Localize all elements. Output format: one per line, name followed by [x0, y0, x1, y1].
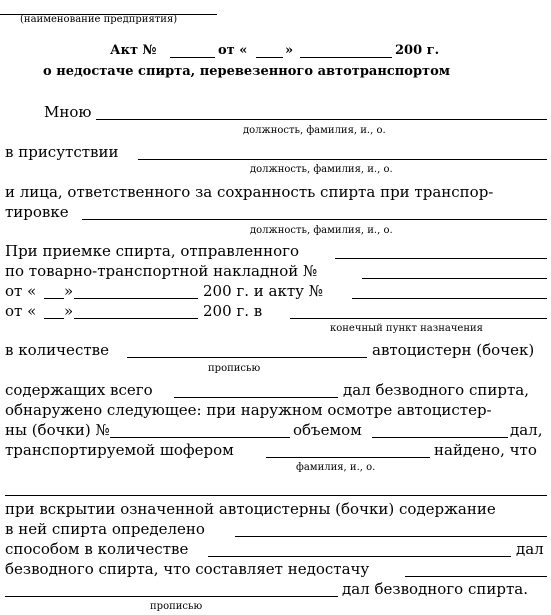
full-blank-line: [5, 495, 547, 496]
method-quantity-line: [208, 556, 511, 557]
act-title-no: Акт №: [110, 43, 157, 58]
year-to-label: 200 г. в: [203, 302, 263, 320]
caption-position-2: должность, фамилия, и., о.: [250, 164, 393, 175]
shortage-line: [405, 576, 547, 577]
caption-destination: конечный пункт назначения: [330, 323, 483, 334]
responsible-line-1: и лица, ответственного за сохранность спирта при транспор-: [5, 183, 494, 201]
from-q-1: от «: [5, 282, 37, 300]
act-day-line: [256, 57, 283, 58]
total-dal-line: [174, 397, 338, 398]
sender-line: [335, 258, 547, 259]
act-subtitle: о недостаче спирта, перевезенного автотранспортом: [43, 64, 451, 79]
found-that-label: найдено, что: [434, 441, 537, 459]
q-close-1: »: [64, 282, 74, 300]
receipt-label: При приемке спирта, отправленного: [5, 242, 300, 260]
quantity-line: [127, 357, 367, 358]
destination-line: [290, 318, 547, 319]
dal-anhydrous-label: дал безводного спирта,: [343, 381, 529, 399]
found-line-2a: ны (бочки) №: [5, 421, 110, 439]
containing-label: содержащих всего: [5, 381, 153, 399]
year-act-label: 200 г. и акту №: [203, 282, 323, 300]
volume-line: [372, 437, 508, 438]
act-number-line: [170, 57, 215, 58]
waybill-label: по товарно-транспортной накладной №: [5, 262, 318, 280]
driven-label: транспортируемой шофером: [5, 441, 234, 459]
method-label: способом в количестве: [5, 540, 189, 558]
from-q-2: от «: [5, 302, 37, 320]
enterprise-caption: (наименование предприятия): [20, 14, 178, 25]
by-me-line: [96, 119, 547, 120]
tank-number-line: [110, 437, 290, 438]
dal-end-label: дал безводного спирта.: [342, 580, 528, 598]
waybill-number-line: [362, 278, 547, 279]
driver-line: [266, 457, 430, 458]
tanks-label: автоцистерн (бочек): [372, 341, 535, 359]
in-presence-label: в присутствии: [5, 143, 119, 161]
found-line-2c: дал,: [510, 421, 543, 439]
waybill-month-line: [74, 298, 198, 299]
quantity-label: в количестве: [5, 341, 109, 359]
responsible-line: [82, 219, 547, 220]
found-line-1: обнаружено следующее: при наружном осмотре автоцистер-: [5, 401, 492, 419]
found-line-2b: объемом: [293, 421, 362, 439]
act-month-line-2: [74, 318, 198, 319]
responsible-line-2: тировке: [5, 203, 69, 221]
caption-name: фамилия, и., о.: [296, 462, 376, 473]
caption-in-words-2: прописью: [150, 601, 203, 612]
q-close-2: »: [64, 302, 74, 320]
act-number-line-2: [352, 298, 547, 299]
act-title-quote-close: »: [285, 43, 294, 58]
act-month-line: [300, 57, 392, 58]
by-me-label: Мною: [44, 103, 92, 121]
shortage-label: безводного спирта, что составляет недостачу: [5, 560, 370, 578]
act-title-from: от «: [218, 43, 248, 58]
caption-position-1: должность, фамилия, и., о.: [243, 125, 386, 136]
in-presence-line: [138, 159, 547, 160]
act-day-line-2: [44, 318, 64, 319]
opening-line-1: при вскрытии означенной автоцистерны (бочки) содержание: [5, 500, 496, 518]
act-title-year: 200 г.: [395, 43, 440, 58]
opening-line-2: в ней спирта определено: [5, 520, 205, 538]
dal-label: дал: [516, 540, 544, 558]
determined-line: [235, 536, 547, 537]
shortage-words-line: [5, 596, 338, 597]
caption-in-words-1: прописью: [208, 363, 261, 374]
caption-position-3: должность, фамилия, и., о.: [250, 225, 393, 236]
waybill-day-line: [44, 298, 64, 299]
